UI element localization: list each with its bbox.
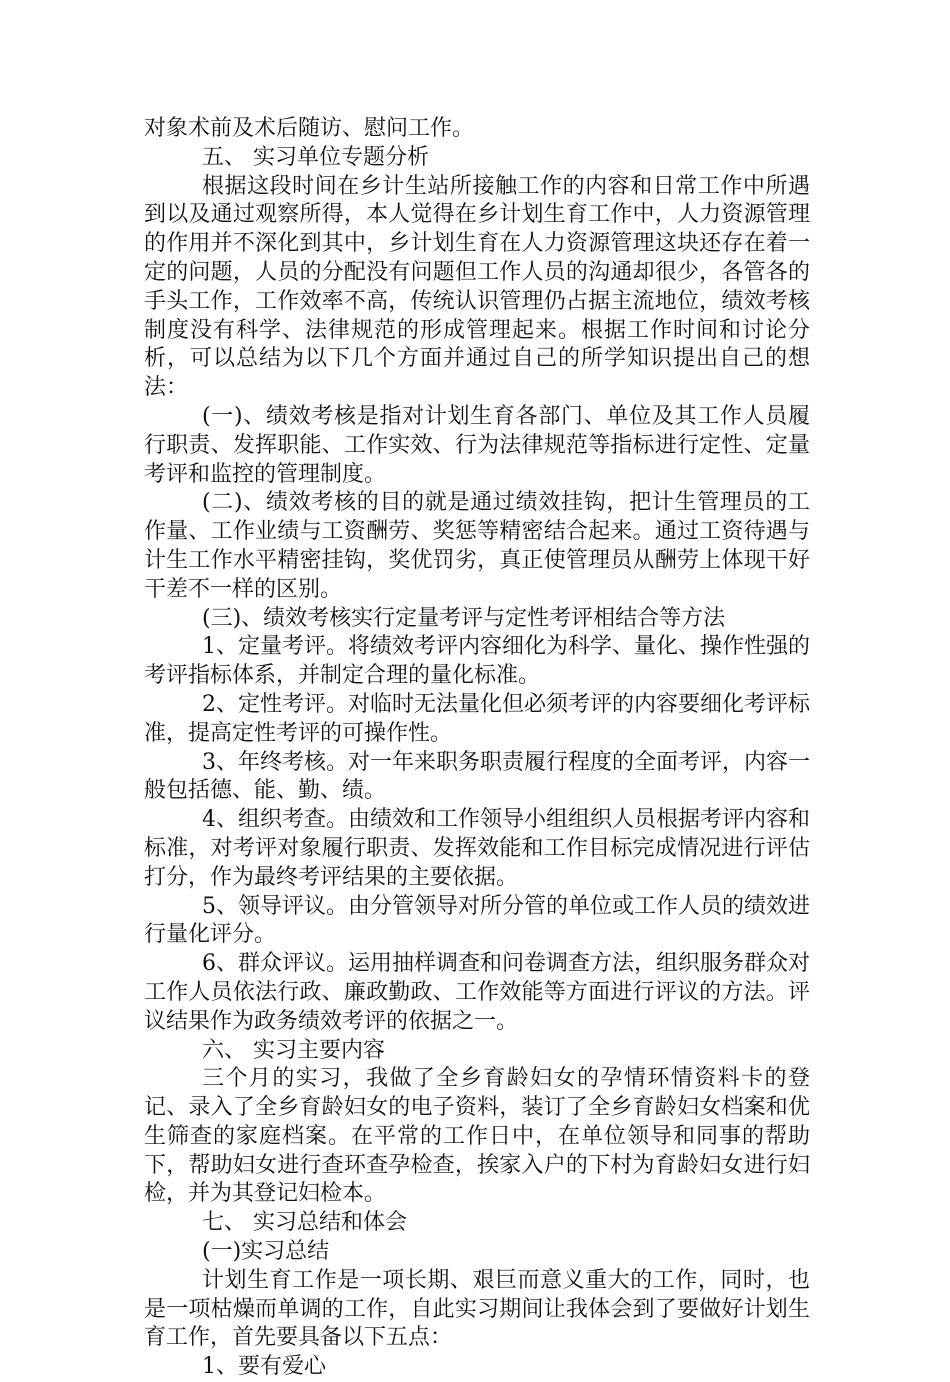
- subsection-heading-summary: (一)实习总结: [202, 1239, 330, 1265]
- list-item-public: 6、群众评议。运用抽样调查和问卷调查方法，组织服务群众对工作人员依法行政、廉政勤政、工作效能等方面进行评议的方法。评议结果作为政务绩效考评的依据之一。: [144, 951, 810, 1034]
- paragraph-analysis: 根据这段时间在乡计生站所接触工作的内容和日常工作中所遇到以及通过观察所得，本人觉得在乡计划生育工作中，人力资源管理的作用并不深化到其中，乡计划生育在人力资源管理这块还存在着一定的问题，人员的分配没有问题但工作人员的沟通却很少，各管各的手头工作，工作效率不高，传统认识管理仍占据主流地位，绩效考核制度没有科学、法律规范的形成管理起来。根据工作时间和讨论分析，可以总结为以下几个方面并通过自己的所学知识提出自己的想法：: [144, 173, 810, 401]
- paragraph-point-1: (一)、绩效考核是指对计划生育各部门、单位及其工作人员履行职责、发挥职能、工作实效、行为法律规范等指标进行定性、定量考评和监控的管理制度。: [144, 403, 810, 487]
- paragraph-summary: 计划生育工作是一项长期、艰巨而意义重大的工作，同时，也是一项枯燥而单调的工作，自此实习期间让我体会到了要做好计划生育工作，首先要具备以下五点：: [144, 1267, 810, 1351]
- paragraph-continuation: 对象术前及术后随访、慰问工作。: [144, 116, 475, 141]
- list-item-annual: 3、年终考核。对一年来职务职责履行程度的全面考评，内容一般包括德、能、勤、绩。: [144, 749, 810, 804]
- list-item-leadership: 5、领导评议。由分管领导对所分管的单位或工作人员的绩效进行量化评分。: [144, 893, 810, 948]
- section-heading-5: 五、 实习单位专题分析: [202, 144, 429, 170]
- paragraph-point-2: (二)、绩效考核的目的就是通过绩效挂钩，把计生管理员的工作量、工作业绩与工资酬劳、奖惩等精密结合起来。通过工资待遇与计生工作水平精密挂钩，奖优罚劣，真正使管理员从酬劳上体现干好干差不一样的区别。: [144, 490, 810, 602]
- paragraph-point-3: (三)、绩效考核实行定量考评与定性考评相结合等方法: [202, 605, 726, 631]
- list-item-qualitative: 2、定性考评。对临时无法量化但必须考评的内容要细化考评标准，提高定性考评的可操作性。: [144, 691, 810, 746]
- section-heading-7: 七、 实习总结和体会: [202, 1210, 407, 1236]
- section-heading-6: 六、 实习主要内容: [202, 1037, 385, 1063]
- paragraph-main-content: 三个月的实习，我做了全乡育龄妇女的孕情环情资料卡的登记、录入了全乡育龄妇女的电子资料，装订了全乡育龄妇女档案和优生筛查的家庭档案。在平常的工作日中，在单位领导和同事的帮助下，帮助妇女进行查环查孕检查，挨家入户的下村为育龄妇女进行妇检，并为其登记妇检本。: [144, 1066, 810, 1207]
- list-item-quantitative: 1、定量考评。将绩效考评内容细化为科学、量化、操作性强的考评指标体系，并制定合理的量化标准。: [144, 634, 810, 689]
- list-item-love: 1、要有爱心: [202, 1354, 326, 1380]
- list-item-inspection: 4、组织考查。由绩效和工作领导小组组织人员根据考评内容和标准，对考评对象履行职责、发挥效能和工作目标完成情况进行评估打分，作为最终考评结果的主要依据。: [144, 807, 810, 890]
- document-body: [144, 115, 810, 1382]
